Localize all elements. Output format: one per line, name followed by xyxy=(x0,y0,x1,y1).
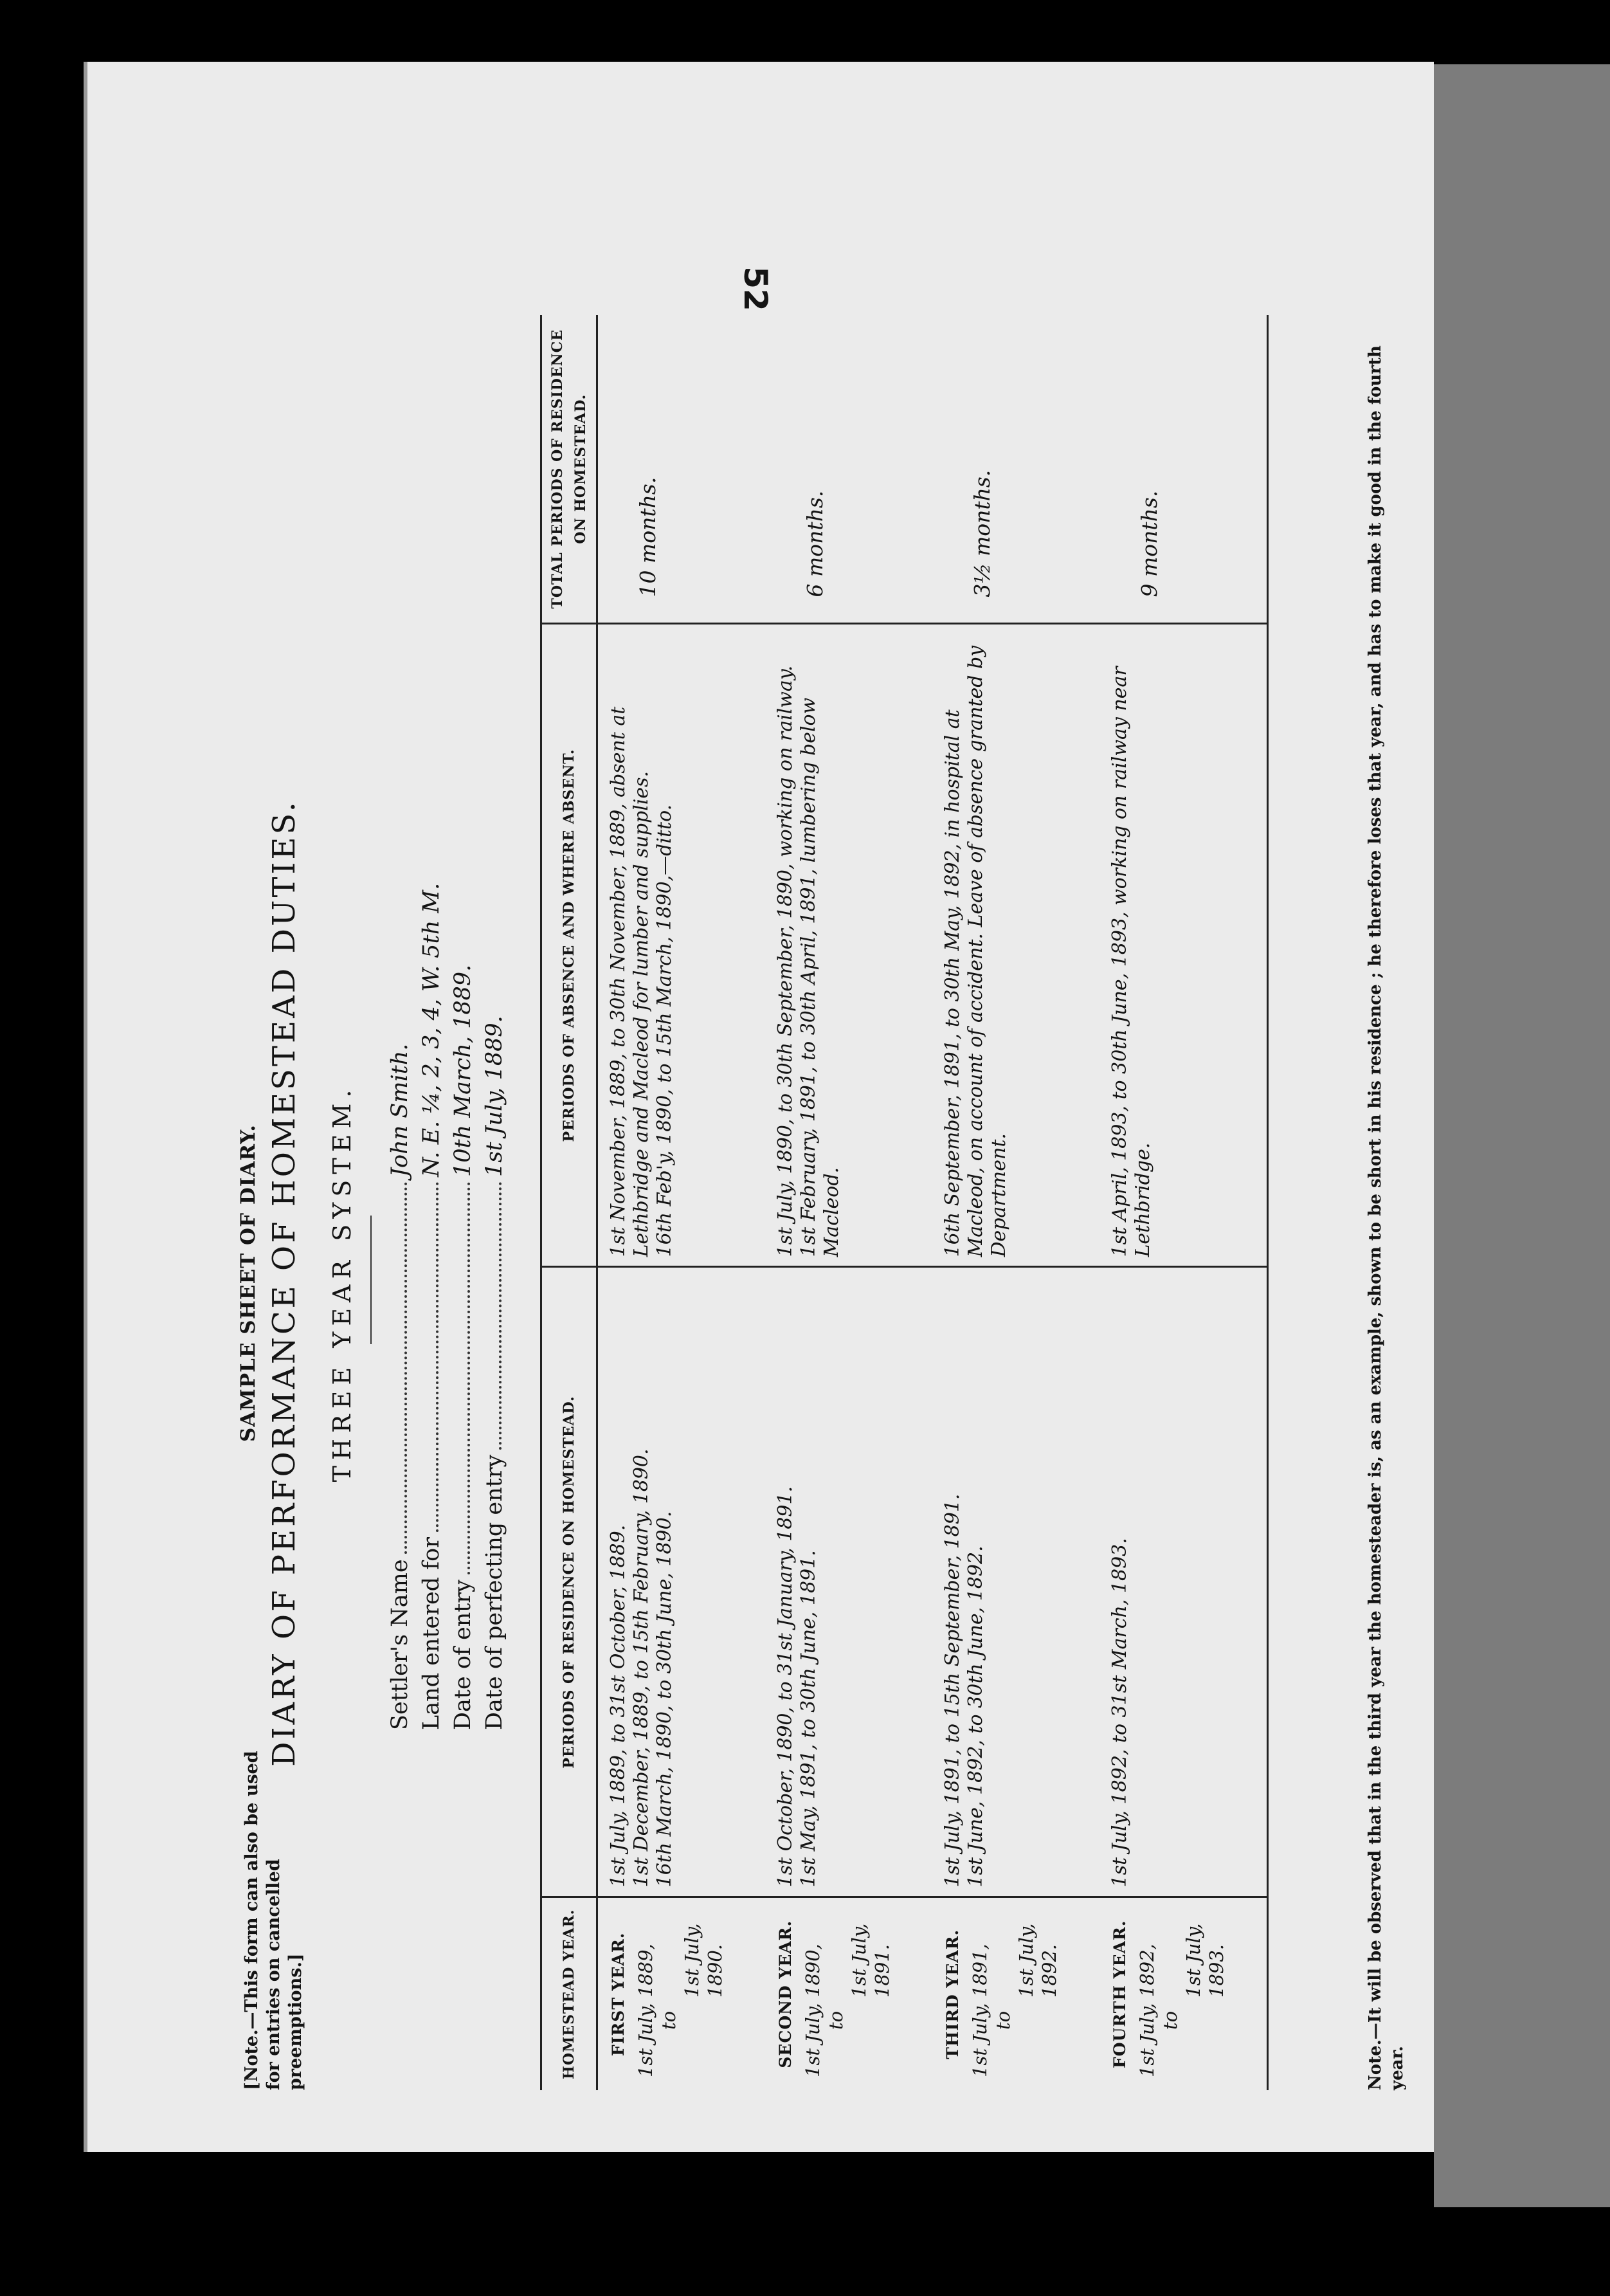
year-cell xyxy=(932,1897,1099,2090)
document-content xyxy=(212,270,1440,2296)
date-perfecting-value: 1st July, 1889. xyxy=(482,1016,507,1177)
year-to: to xyxy=(1159,2010,1181,2030)
leader-dots xyxy=(461,1182,470,1574)
leader-dots xyxy=(430,1182,439,1532)
note-top: [Note.—This form can also be used for entries on cancelled preemptions.] xyxy=(242,1751,305,2090)
table-row xyxy=(597,315,766,2090)
year-name: FOURTH YEAR. xyxy=(1110,1920,1129,2068)
year-name: FIRST YEAR. xyxy=(609,1932,628,2056)
absence-cell: 1st April, 1893, to 30th June, 1893, working on railway near Lethbridge. xyxy=(1099,624,1268,1267)
header-homestead-year: HOMESTEAD YEAR. xyxy=(541,1897,597,2090)
absence-cell: 1st November, 1889, to 30th November, 1889, absent at Lethbridge and Macleod for lumber and supplies. 16th Feb'y, 1890, to 15th March, 1890,—ditto. xyxy=(597,624,766,1267)
total-cell: 9 months. xyxy=(1099,315,1268,624)
date-of-entry-row xyxy=(450,765,482,1730)
year-from: 1st July, 1892, xyxy=(1136,1944,1158,2077)
year-cell xyxy=(765,1897,932,2090)
year-to: to xyxy=(825,2010,847,2030)
land-entered-row xyxy=(419,765,450,1730)
year-to: to xyxy=(992,2010,1014,2030)
year-from: 1st July, 1889, xyxy=(635,1944,656,2077)
title-rule xyxy=(370,1216,372,1344)
date-of-entry-label: Date of entry xyxy=(450,1580,476,1730)
scan-border xyxy=(1434,64,1610,2207)
date-perfecting-row xyxy=(482,765,513,1730)
settler-name-row xyxy=(387,765,419,1730)
leader-dots xyxy=(398,1182,407,1554)
land-entered-value: N. E. ¼, 2, 3, 4, W. 5th M. xyxy=(419,882,444,1177)
leader-dots xyxy=(493,1182,502,1450)
year-until: 1st July, 1892. xyxy=(1015,1923,1060,1998)
residence-cell: 1st July, 1892, to 31st March, 1893. xyxy=(1099,1267,1268,1897)
sample-sheet-title: SAMPLE SHEET OF DIARY. xyxy=(237,1124,260,1443)
diary-table xyxy=(540,315,1269,2090)
year-cell xyxy=(597,1897,766,2090)
year-until: 1st July, 1891. xyxy=(848,1923,893,1998)
residence-cell: 1st July, 1891, to 15th September, 1891. 1st June, 1892, to 30th June, 1892. xyxy=(932,1267,1099,1897)
absence-cell: 1st July, 1890, to 30th September, 1890, working on railway. 1st February, 1891, to 30th April, 1891, lumbering below Macleod. xyxy=(765,624,932,1267)
absence-cell: 16th September, 1891, to 30th May, 1892, in hospital at Macleod, on account of accident. Leave of absence granted by Department. xyxy=(932,624,1099,1267)
header-absence: PERIODS OF ABSENCE AND WHERE ABSENT. xyxy=(541,624,597,1267)
residence-cell: 1st July, 1889, to 31st October, 1889. 1st December, 1889, to 15th February, 1890. 16th March, 1890, to 30th June, 1890. xyxy=(597,1267,766,1897)
total-cell: 6 months. xyxy=(765,315,932,624)
year-cell xyxy=(1099,1897,1268,2090)
total-cell: 10 months. xyxy=(597,315,766,624)
table-row xyxy=(765,315,932,2090)
system-title: THREE YEAR SYSTEM. xyxy=(328,1084,356,1482)
residence-cell: 1st October, 1890, to 31st January, 1891. 1st May, 1891, to 30th June, 1891. xyxy=(765,1267,932,1897)
year-name: THIRD YEAR. xyxy=(943,1929,962,2059)
page-number: 52 xyxy=(736,266,774,311)
year-to: to xyxy=(658,2010,680,2030)
year-from: 1st July, 1891, xyxy=(969,1944,991,2077)
diary-title: DIARY OF PERFORMANCE OF HOMESTEAD DUTIES. xyxy=(266,799,302,1767)
settler-name-label: Settler's Name xyxy=(387,1559,413,1730)
year-from: 1st July, 1890, xyxy=(802,1944,824,2077)
land-entered-label: Land entered for xyxy=(419,1537,444,1730)
table-header-row xyxy=(541,315,597,2090)
header-residence: PERIODS OF RESIDENCE ON HOMESTEAD. xyxy=(541,1267,597,1897)
date-of-entry-value: 10th March, 1889. xyxy=(450,964,476,1177)
note-bottom: Note.—It will be observed that in the third year the homesteader is, as an example, shown to be short in his residence ; he therefore loses that year, and has to make it good in the fourth year. xyxy=(1366,345,1407,2090)
year-until: 1st July, 1890. xyxy=(681,1923,726,1998)
header-total: TOTAL PERIODS OF RESIDENCE ON HOMESTEAD. xyxy=(541,315,597,624)
settler-name-value: John Smith. xyxy=(387,1043,413,1177)
year-name: SECOND YEAR. xyxy=(776,1920,795,2068)
table-row xyxy=(1099,315,1268,2090)
table-row xyxy=(932,315,1099,2090)
total-cell: 3½ months. xyxy=(932,315,1099,624)
year-until: 1st July, 1893. xyxy=(1182,1923,1227,1998)
settler-details xyxy=(387,765,513,1730)
date-perfecting-label: Date of perfecting entry xyxy=(482,1454,507,1730)
